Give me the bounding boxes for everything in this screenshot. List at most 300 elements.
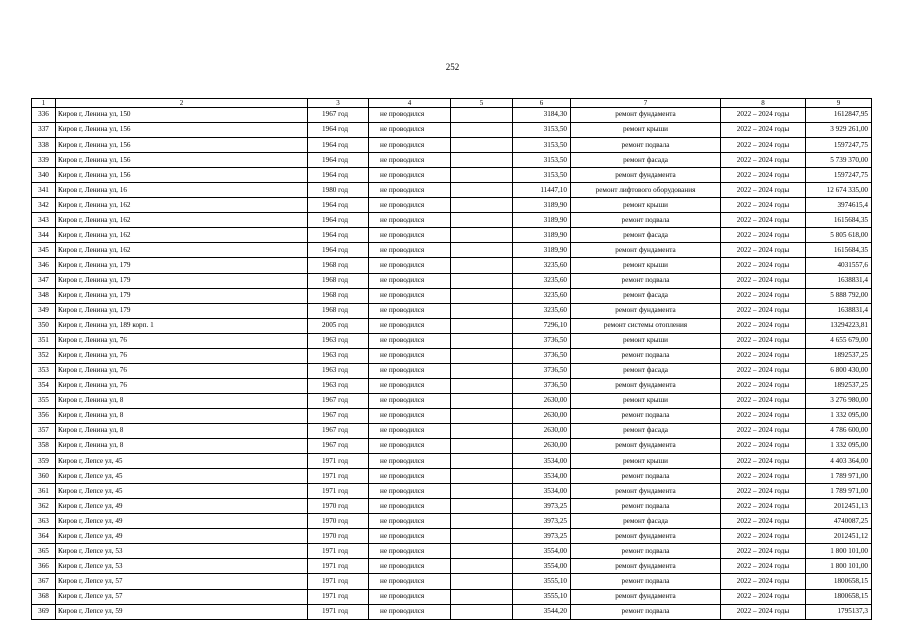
table-row xyxy=(32,258,872,273)
table-row xyxy=(32,604,872,619)
row-number-cell: 360 xyxy=(32,469,56,484)
last-repair-cell: не проводился xyxy=(369,439,451,454)
last-repair-cell: не проводился xyxy=(369,469,451,484)
address-cell: Киров г, Ленина ул, 16 xyxy=(56,183,308,198)
build-year-cell: 1967 год xyxy=(308,408,369,423)
period-cell: 2022 – 2024 годы xyxy=(721,258,806,273)
period-cell: 2022 – 2024 годы xyxy=(721,228,806,243)
address-cell: Киров г, Ленина ул, 156 xyxy=(56,123,308,138)
cost-cell: 1800658,15 xyxy=(806,589,872,604)
work-type-cell: ремонт крыши xyxy=(571,393,721,408)
area-cell: 3153,50 xyxy=(513,168,571,183)
extra-cell xyxy=(451,363,513,378)
work-type-cell: ремонт фасада xyxy=(571,228,721,243)
extra-cell xyxy=(451,168,513,183)
address-cell: Киров г, Лепсе ул, 49 xyxy=(56,514,308,529)
last-repair-cell: не проводился xyxy=(369,213,451,228)
row-number-cell: 356 xyxy=(32,408,56,423)
page-number: 252 xyxy=(445,62,460,72)
work-type-cell: ремонт подвала xyxy=(571,138,721,153)
cost-cell: 4031557,6 xyxy=(806,258,872,273)
area-cell: 2630,00 xyxy=(513,423,571,438)
work-type-cell: ремонт подвала xyxy=(571,408,721,423)
period-cell: 2022 – 2024 годы xyxy=(721,123,806,138)
work-type-cell: ремонт крыши xyxy=(571,333,721,348)
cost-cell: 2012451,12 xyxy=(806,529,872,544)
area-cell: 3544,20 xyxy=(513,604,571,619)
work-type-cell: ремонт лифтового оборудования xyxy=(571,183,721,198)
work-type-cell: ремонт фундамента xyxy=(571,484,721,499)
row-number-cell: 344 xyxy=(32,228,56,243)
work-type-cell: ремонт фундамента xyxy=(571,168,721,183)
extra-cell xyxy=(451,529,513,544)
work-type-cell: ремонт фундамента xyxy=(571,589,721,604)
area-cell: 3554,00 xyxy=(513,544,571,559)
last-repair-cell: не проводился xyxy=(369,363,451,378)
area-cell: 3235,60 xyxy=(513,303,571,318)
cost-cell: 5 805 618,00 xyxy=(806,228,872,243)
cost-cell: 13294223,81 xyxy=(806,318,872,333)
address-cell: Киров г, Ленина ул, 156 xyxy=(56,168,308,183)
period-cell: 2022 – 2024 годы xyxy=(721,499,806,514)
cost-cell: 1615684,35 xyxy=(806,213,872,228)
row-number-cell: 365 xyxy=(32,544,56,559)
period-cell: 2022 – 2024 годы xyxy=(721,574,806,589)
area-cell: 3184,30 xyxy=(513,108,571,123)
row-number-cell: 367 xyxy=(32,574,56,589)
area-cell: 11447,10 xyxy=(513,183,571,198)
area-cell: 3189,90 xyxy=(513,228,571,243)
last-repair-cell: не проводился xyxy=(369,258,451,273)
last-repair-cell: не проводился xyxy=(369,198,451,213)
area-cell: 3736,50 xyxy=(513,363,571,378)
row-number-cell: 337 xyxy=(32,123,56,138)
build-year-cell: 1971 год xyxy=(308,559,369,574)
cost-cell: 2012451,13 xyxy=(806,499,872,514)
period-cell: 2022 – 2024 годы xyxy=(721,168,806,183)
cost-cell: 1 800 101,00 xyxy=(806,559,872,574)
table-row xyxy=(32,544,872,559)
build-year-cell: 1967 год xyxy=(308,108,369,123)
period-cell: 2022 – 2024 годы xyxy=(721,183,806,198)
build-year-cell: 1964 год xyxy=(308,243,369,258)
cost-cell: 1 789 971,00 xyxy=(806,469,872,484)
area-cell: 3973,25 xyxy=(513,514,571,529)
address-cell: Киров г, Ленина ул, 8 xyxy=(56,423,308,438)
extra-cell xyxy=(451,108,513,123)
address-cell: Киров г, Лепсе ул, 45 xyxy=(56,454,308,469)
build-year-cell: 1968 год xyxy=(308,303,369,318)
period-cell: 2022 – 2024 годы xyxy=(721,408,806,423)
period-cell: 2022 – 2024 годы xyxy=(721,484,806,499)
area-cell: 3189,90 xyxy=(513,198,571,213)
extra-cell xyxy=(451,514,513,529)
area-cell: 3534,00 xyxy=(513,469,571,484)
table-row xyxy=(32,183,872,198)
table-row xyxy=(32,499,872,514)
table-row xyxy=(32,153,872,168)
cost-cell: 1597247,75 xyxy=(806,138,872,153)
extra-cell xyxy=(451,303,513,318)
capital-repair-table xyxy=(31,98,872,620)
last-repair-cell: не проводился xyxy=(369,559,451,574)
last-repair-cell: не проводился xyxy=(369,303,451,318)
column-header: 5 xyxy=(451,99,513,108)
extra-cell xyxy=(451,589,513,604)
area-cell: 3736,50 xyxy=(513,378,571,393)
address-cell: Киров г, Лепсе ул, 45 xyxy=(56,484,308,499)
last-repair-cell: не проводился xyxy=(369,423,451,438)
extra-cell xyxy=(451,138,513,153)
row-number-cell: 349 xyxy=(32,303,56,318)
address-cell: Киров г, Ленина ул, 76 xyxy=(56,378,308,393)
address-cell: Киров г, Ленина ул, 8 xyxy=(56,439,308,454)
address-cell: Киров г, Лепсе ул, 49 xyxy=(56,499,308,514)
column-header: 7 xyxy=(571,99,721,108)
address-cell: Киров г, Ленина ул, 179 xyxy=(56,288,308,303)
extra-cell xyxy=(451,318,513,333)
address-cell: Киров г, Ленина ул, 8 xyxy=(56,408,308,423)
extra-cell xyxy=(451,213,513,228)
row-number-cell: 363 xyxy=(32,514,56,529)
header-row xyxy=(32,99,872,108)
last-repair-cell: не проводился xyxy=(369,348,451,363)
cost-cell: 1 332 095,00 xyxy=(806,439,872,454)
extra-cell xyxy=(451,123,513,138)
last-repair-cell: не проводился xyxy=(369,318,451,333)
table-header xyxy=(32,99,872,108)
work-type-cell: ремонт подвала xyxy=(571,574,721,589)
last-repair-cell: не проводился xyxy=(369,499,451,514)
cost-cell: 1638831,4 xyxy=(806,303,872,318)
column-header: 6 xyxy=(513,99,571,108)
column-header: 3 xyxy=(308,99,369,108)
work-type-cell: ремонт крыши xyxy=(571,198,721,213)
last-repair-cell: не проводился xyxy=(369,514,451,529)
cost-cell: 1800658,15 xyxy=(806,574,872,589)
build-year-cell: 1970 год xyxy=(308,529,369,544)
row-number-cell: 358 xyxy=(32,439,56,454)
table-row xyxy=(32,484,872,499)
period-cell: 2022 – 2024 годы xyxy=(721,544,806,559)
build-year-cell: 1971 год xyxy=(308,604,369,619)
last-repair-cell: не проводился xyxy=(369,183,451,198)
table-row xyxy=(32,243,872,258)
area-cell: 3554,00 xyxy=(513,559,571,574)
address-cell: Киров г, Ленина ул, 8 xyxy=(56,393,308,408)
extra-cell xyxy=(451,153,513,168)
period-cell: 2022 – 2024 годы xyxy=(721,153,806,168)
area-cell: 3555,10 xyxy=(513,589,571,604)
area-cell: 3736,50 xyxy=(513,333,571,348)
extra-cell xyxy=(451,544,513,559)
address-cell: Киров г, Ленина ул, 76 xyxy=(56,333,308,348)
period-cell: 2022 – 2024 годы xyxy=(721,273,806,288)
period-cell: 2022 – 2024 годы xyxy=(721,423,806,438)
extra-cell xyxy=(451,454,513,469)
build-year-cell: 1971 год xyxy=(308,544,369,559)
period-cell: 2022 – 2024 годы xyxy=(721,604,806,619)
table-row xyxy=(32,454,872,469)
address-cell: Киров г, Ленина ул, 162 xyxy=(56,213,308,228)
work-type-cell: ремонт подвала xyxy=(571,604,721,619)
row-number-cell: 350 xyxy=(32,318,56,333)
address-cell: Киров г, Ленина ул, 150 xyxy=(56,108,308,123)
extra-cell xyxy=(451,198,513,213)
address-cell: Киров г, Ленина ул, 162 xyxy=(56,228,308,243)
last-repair-cell: не проводился xyxy=(369,243,451,258)
build-year-cell: 1968 год xyxy=(308,273,369,288)
column-header: 8 xyxy=(721,99,806,108)
table-row xyxy=(32,108,872,123)
work-type-cell: ремонт фундамента xyxy=(571,559,721,574)
work-type-cell: ремонт фундамента xyxy=(571,378,721,393)
build-year-cell: 1967 год xyxy=(308,439,369,454)
row-number-cell: 340 xyxy=(32,168,56,183)
period-cell: 2022 – 2024 годы xyxy=(721,108,806,123)
period-cell: 2022 – 2024 годы xyxy=(721,243,806,258)
period-cell: 2022 – 2024 годы xyxy=(721,378,806,393)
row-number-cell: 346 xyxy=(32,258,56,273)
last-repair-cell: не проводился xyxy=(369,288,451,303)
row-number-cell: 342 xyxy=(32,198,56,213)
row-number-cell: 362 xyxy=(32,499,56,514)
table-row xyxy=(32,574,872,589)
address-cell: Киров г, Лепсе ул, 59 xyxy=(56,604,308,619)
row-number-cell: 369 xyxy=(32,604,56,619)
area-cell: 2630,00 xyxy=(513,439,571,454)
last-repair-cell: не проводился xyxy=(369,138,451,153)
table-row xyxy=(32,303,872,318)
period-cell: 2022 – 2024 годы xyxy=(721,288,806,303)
last-repair-cell: не проводился xyxy=(369,333,451,348)
area-cell: 3973,25 xyxy=(513,529,571,544)
last-repair-cell: не проводился xyxy=(369,529,451,544)
row-number-cell: 351 xyxy=(32,333,56,348)
table-row xyxy=(32,363,872,378)
table-row xyxy=(32,348,872,363)
column-header: 1 xyxy=(32,99,56,108)
table-row xyxy=(32,138,872,153)
cost-cell: 1615684,35 xyxy=(806,243,872,258)
cost-cell: 5 888 792,00 xyxy=(806,288,872,303)
work-type-cell: ремонт фасада xyxy=(571,363,721,378)
cost-cell: 4 403 364,00 xyxy=(806,454,872,469)
area-cell: 2630,00 xyxy=(513,393,571,408)
period-cell: 2022 – 2024 годы xyxy=(721,348,806,363)
area-cell: 3534,00 xyxy=(513,454,571,469)
extra-cell xyxy=(451,604,513,619)
work-type-cell: ремонт подвала xyxy=(571,348,721,363)
cost-cell: 4740087,25 xyxy=(806,514,872,529)
cost-cell: 1597247,75 xyxy=(806,168,872,183)
build-year-cell: 1967 год xyxy=(308,393,369,408)
address-cell: Киров г, Ленина ул, 179 xyxy=(56,273,308,288)
period-cell: 2022 – 2024 годы xyxy=(721,559,806,574)
extra-cell xyxy=(451,393,513,408)
address-cell: Киров г, Ленина ул, 156 xyxy=(56,138,308,153)
work-type-cell: ремонт фундамента xyxy=(571,108,721,123)
row-number-cell: 347 xyxy=(32,273,56,288)
area-cell: 3153,50 xyxy=(513,138,571,153)
area-cell: 3235,60 xyxy=(513,288,571,303)
cost-cell: 1638831,4 xyxy=(806,273,872,288)
last-repair-cell: не проводился xyxy=(369,484,451,499)
row-number-cell: 352 xyxy=(32,348,56,363)
area-cell: 2630,00 xyxy=(513,408,571,423)
extra-cell xyxy=(451,243,513,258)
column-header: 2 xyxy=(56,99,308,108)
last-repair-cell: не проводился xyxy=(369,454,451,469)
period-cell: 2022 – 2024 годы xyxy=(721,318,806,333)
row-number-cell: 354 xyxy=(32,378,56,393)
period-cell: 2022 – 2024 годы xyxy=(721,589,806,604)
cost-cell: 1 332 095,00 xyxy=(806,408,872,423)
table-row xyxy=(32,198,872,213)
table-row xyxy=(32,393,872,408)
last-repair-cell: не проводился xyxy=(369,544,451,559)
table-row xyxy=(32,273,872,288)
extra-cell xyxy=(451,273,513,288)
address-cell: Киров г, Ленина ул, 76 xyxy=(56,348,308,363)
column-header: 9 xyxy=(806,99,872,108)
last-repair-cell: не проводился xyxy=(369,393,451,408)
address-cell: Киров г, Лепсе ул, 45 xyxy=(56,469,308,484)
table-row xyxy=(32,333,872,348)
table-row xyxy=(32,529,872,544)
cost-cell: 1795137,3 xyxy=(806,604,872,619)
last-repair-cell: не проводился xyxy=(369,123,451,138)
extra-cell xyxy=(451,469,513,484)
build-year-cell: 1964 год xyxy=(308,213,369,228)
last-repair-cell: не проводился xyxy=(369,228,451,243)
area-cell: 3153,50 xyxy=(513,153,571,168)
build-year-cell: 1963 год xyxy=(308,363,369,378)
work-type-cell: ремонт фундамента xyxy=(571,243,721,258)
work-type-cell: ремонт фундамента xyxy=(571,529,721,544)
address-cell: Киров г, Лепсе ул, 57 xyxy=(56,574,308,589)
last-repair-cell: не проводился xyxy=(369,604,451,619)
cost-cell: 12 674 335,00 xyxy=(806,183,872,198)
area-cell: 3973,25 xyxy=(513,499,571,514)
row-number-cell: 366 xyxy=(32,559,56,574)
period-cell: 2022 – 2024 годы xyxy=(721,393,806,408)
row-number-cell: 336 xyxy=(32,108,56,123)
row-number-cell: 364 xyxy=(32,529,56,544)
table-row xyxy=(32,439,872,454)
row-number-cell: 343 xyxy=(32,213,56,228)
period-cell: 2022 – 2024 годы xyxy=(721,138,806,153)
last-repair-cell: не проводился xyxy=(369,574,451,589)
extra-cell xyxy=(451,408,513,423)
build-year-cell: 1964 год xyxy=(308,123,369,138)
work-type-cell: ремонт подвала xyxy=(571,499,721,514)
build-year-cell: 1964 год xyxy=(308,153,369,168)
address-cell: Киров г, Ленина ул, 156 xyxy=(56,153,308,168)
work-type-cell: ремонт крыши xyxy=(571,454,721,469)
last-repair-cell: не проводился xyxy=(369,378,451,393)
area-cell: 3235,60 xyxy=(513,258,571,273)
row-number-cell: 361 xyxy=(32,484,56,499)
period-cell: 2022 – 2024 годы xyxy=(721,439,806,454)
extra-cell xyxy=(451,348,513,363)
cost-cell: 6 800 430,00 xyxy=(806,363,872,378)
build-year-cell: 1964 год xyxy=(308,198,369,213)
table-row xyxy=(32,408,872,423)
row-number-cell: 345 xyxy=(32,243,56,258)
build-year-cell: 1971 год xyxy=(308,469,369,484)
table-body xyxy=(32,108,872,620)
row-number-cell: 348 xyxy=(32,288,56,303)
last-repair-cell: не проводился xyxy=(369,168,451,183)
extra-cell xyxy=(451,258,513,273)
period-cell: 2022 – 2024 годы xyxy=(721,529,806,544)
column-header: 4 xyxy=(369,99,451,108)
extra-cell xyxy=(451,559,513,574)
address-cell: Киров г, Ленина ул, 76 xyxy=(56,363,308,378)
row-number-cell: 339 xyxy=(32,153,56,168)
cost-cell: 1892537,25 xyxy=(806,348,872,363)
build-year-cell: 1971 год xyxy=(308,454,369,469)
build-year-cell: 1971 год xyxy=(308,589,369,604)
work-type-cell: ремонт фасада xyxy=(571,423,721,438)
period-cell: 2022 – 2024 годы xyxy=(721,198,806,213)
build-year-cell: 1971 год xyxy=(308,574,369,589)
table-row xyxy=(32,318,872,333)
extra-cell xyxy=(451,378,513,393)
build-year-cell: 1967 год xyxy=(308,423,369,438)
build-year-cell: 1970 год xyxy=(308,499,369,514)
cost-cell: 1612847,95 xyxy=(806,108,872,123)
work-type-cell: ремонт подвала xyxy=(571,273,721,288)
work-type-cell: ремонт подвала xyxy=(571,469,721,484)
last-repair-cell: не проводился xyxy=(369,589,451,604)
address-cell: Киров г, Лепсе ул, 57 xyxy=(56,589,308,604)
table-row xyxy=(32,123,872,138)
period-cell: 2022 – 2024 годы xyxy=(721,454,806,469)
row-number-cell: 355 xyxy=(32,393,56,408)
last-repair-cell: не проводился xyxy=(369,108,451,123)
row-number-cell: 338 xyxy=(32,138,56,153)
cost-cell: 1 800 101,00 xyxy=(806,544,872,559)
build-year-cell: 1963 год xyxy=(308,378,369,393)
period-cell: 2022 – 2024 годы xyxy=(721,213,806,228)
last-repair-cell: не проводился xyxy=(369,408,451,423)
table-row xyxy=(32,469,872,484)
table-row xyxy=(32,168,872,183)
build-year-cell: 1971 год xyxy=(308,484,369,499)
build-year-cell: 1963 год xyxy=(308,333,369,348)
work-type-cell: ремонт подвала xyxy=(571,213,721,228)
extra-cell xyxy=(451,228,513,243)
build-year-cell: 1964 год xyxy=(308,138,369,153)
build-year-cell: 1963 год xyxy=(308,348,369,363)
area-cell: 3534,00 xyxy=(513,484,571,499)
address-cell: Киров г, Ленина ул, 179 xyxy=(56,303,308,318)
work-type-cell: ремонт фасада xyxy=(571,288,721,303)
build-year-cell: 1964 год xyxy=(308,228,369,243)
build-year-cell: 1980 год xyxy=(308,183,369,198)
extra-cell xyxy=(451,439,513,454)
address-cell: Киров г, Ленина ул, 189 корп. 1 xyxy=(56,318,308,333)
address-cell: Киров г, Ленина ул, 162 xyxy=(56,243,308,258)
extra-cell xyxy=(451,288,513,303)
period-cell: 2022 – 2024 годы xyxy=(721,363,806,378)
period-cell: 2022 – 2024 годы xyxy=(721,469,806,484)
build-year-cell: 1968 год xyxy=(308,258,369,273)
period-cell: 2022 – 2024 годы xyxy=(721,303,806,318)
address-cell: Киров г, Ленина ул, 179 xyxy=(56,258,308,273)
